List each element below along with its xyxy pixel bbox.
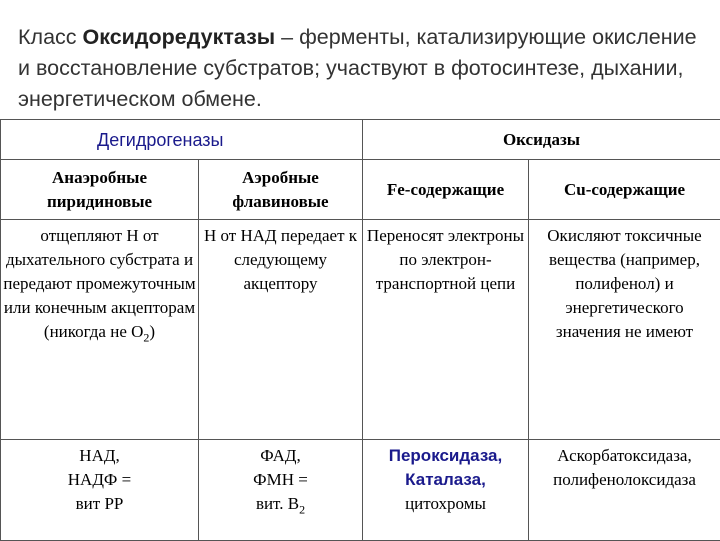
cell-anaerobic-function	[1, 220, 199, 440]
example-line: Аскорбатоксидаза,	[531, 444, 718, 468]
oxidoreductase-table	[0, 119, 720, 541]
header-oxidases: Оксидазы	[363, 120, 720, 160]
table-row	[1, 120, 720, 160]
catalase-label: Каталаза,	[365, 468, 526, 492]
subheader-fe: Fe-содержащие	[363, 160, 529, 220]
cell-fe-examples	[363, 440, 529, 541]
anaerobic-function-text: отщепляют Н от дыхательного субстрата и передают промежуточным или конечным акцепторам (никогда не О	[3, 226, 195, 341]
subheader-cu: Cu-содержащие	[529, 160, 720, 220]
subheader-anaerobic: Анаэробные пиридиновые	[1, 160, 199, 220]
cell-cu-function: Окисляют токсичные вещества (например, полифенол) и энергетического значения не имеют	[529, 220, 720, 440]
example-line: полифенолоксидаза	[531, 468, 718, 492]
example-line: НАДФ =	[3, 468, 196, 492]
example-line: ФАД,	[201, 444, 360, 468]
cell-aerobic-function: Н от НАД передает к следующему акцептору	[199, 220, 363, 440]
vitamin-b-sub: 2	[299, 502, 305, 516]
example-line: вит РР	[3, 492, 196, 516]
subheader-aerobic: Аэробные флавиновые	[199, 160, 363, 220]
cell-aerobic-examples	[199, 440, 363, 541]
vitamin-b-label: вит. В	[256, 494, 299, 513]
intro-prefix: Класс	[18, 25, 83, 49]
example-line: ФМН =	[201, 468, 360, 492]
example-line: НАД,	[3, 444, 196, 468]
cell-fe-function: Переносят электроны по электрон-транспортной цепи	[363, 220, 529, 440]
table-row	[1, 220, 720, 440]
example-line	[201, 492, 360, 521]
table-row	[1, 160, 720, 220]
intro-rest: – ферменты, катализирующие окисление и восстановление субстратов; участвуют в фотосинтезе, дыхании, энергетическом обмене.	[18, 25, 697, 111]
table-row	[1, 440, 720, 541]
intro-term: Оксидоредуктазы	[83, 25, 276, 49]
cell-anaerobic-examples	[1, 440, 199, 541]
anaerobic-function-tail: )	[149, 322, 155, 341]
anaerobic-function-sub: 2	[143, 330, 149, 344]
peroxidase-label: Пероксидаза,	[365, 444, 526, 468]
cytochromes-label: цитохромы	[365, 492, 526, 516]
cell-cu-examples	[529, 440, 720, 541]
intro-paragraph	[18, 22, 708, 115]
header-dehydrogenases: Дегидрогеназы	[1, 120, 363, 160]
